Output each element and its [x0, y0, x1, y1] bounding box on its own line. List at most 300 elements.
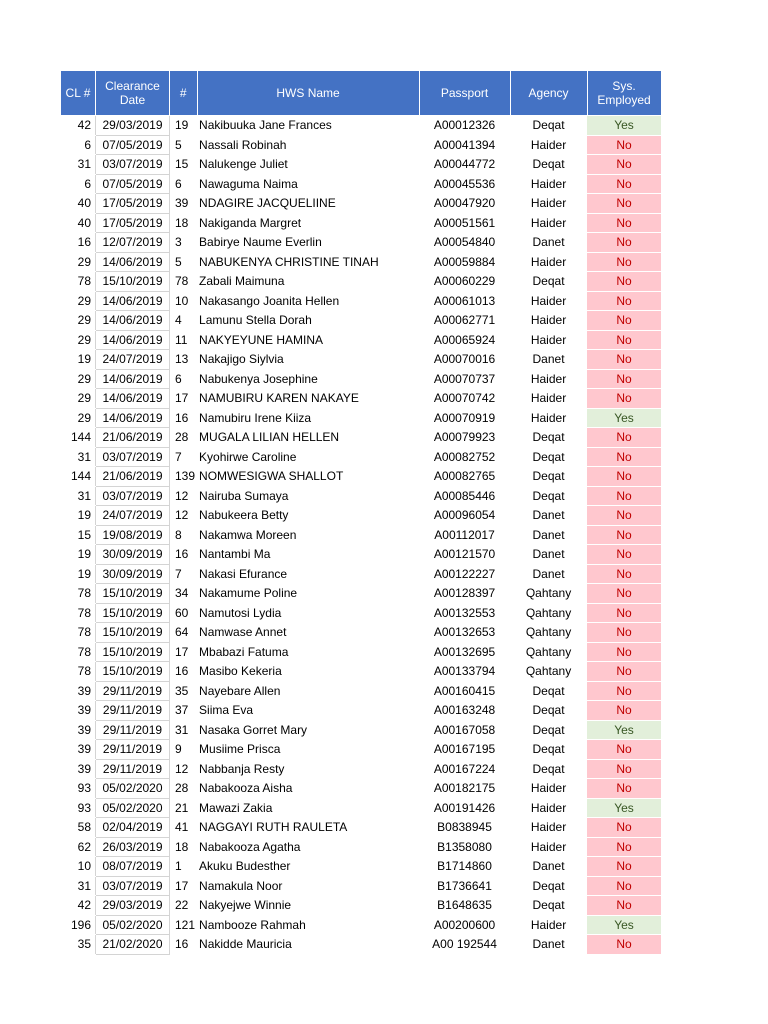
header-hws-name: HWS Name	[197, 71, 419, 116]
clearance-date-cell: 05/02/2020	[96, 798, 170, 818]
table-row	[61, 701, 662, 721]
clearance-date-cell: 17/05/2019	[96, 194, 170, 214]
passport-cell: B1648635	[419, 896, 510, 916]
hws-name-cell: Nawaguma Naima	[197, 174, 419, 194]
passport-cell: A00070737	[419, 369, 510, 389]
hws-name-cell: Nasaka Gorret Mary	[197, 720, 419, 740]
num-cell: 6	[170, 369, 198, 389]
hws-name-cell: Mawazi Zakia	[197, 798, 419, 818]
clearance-date-cell: 02/04/2019	[96, 818, 170, 838]
num-cell: 13	[170, 350, 198, 370]
num-cell: 19	[170, 116, 198, 136]
agency-cell: Haider	[510, 837, 587, 857]
num-cell: 78	[170, 272, 198, 292]
table-row	[61, 915, 662, 935]
hws-name-cell: Namubiru Irene Kiiza	[197, 408, 419, 428]
agency-cell: Deqat	[510, 681, 587, 701]
sys-employed-cell: No	[587, 330, 661, 350]
num-cell: 21	[170, 798, 198, 818]
sys-employed-cell: No	[587, 740, 661, 760]
agency-cell: Danet	[510, 857, 587, 877]
hws-name-cell: Siima Eva	[197, 701, 419, 721]
clearance-date-cell: 30/09/2019	[96, 564, 170, 584]
clearance-date-cell: 19/08/2019	[96, 525, 170, 545]
num-cell: 15	[170, 155, 198, 175]
agency-cell: Haider	[510, 194, 587, 214]
passport-cell: A00200600	[419, 915, 510, 935]
agency-cell: Haider	[510, 291, 587, 311]
table-row	[61, 486, 662, 506]
cl-cell: 31	[61, 486, 96, 506]
cl-cell: 31	[61, 876, 96, 896]
num-cell: 18	[170, 213, 198, 233]
table-row	[61, 155, 662, 175]
cl-cell: 35	[61, 935, 96, 955]
hws-name-cell: Nalukenge Juliet	[197, 155, 419, 175]
clearance-date-cell: 24/07/2019	[96, 350, 170, 370]
table-row	[61, 857, 662, 877]
agency-cell: Deqat	[510, 486, 587, 506]
clearance-date-cell: 21/02/2020	[96, 935, 170, 955]
sys-employed-cell: No	[587, 486, 661, 506]
num-cell: 35	[170, 681, 198, 701]
table-row	[61, 174, 662, 194]
passport-cell: A00012326	[419, 116, 510, 136]
hws-name-cell: Lamunu Stella Dorah	[197, 311, 419, 331]
num-cell: 12	[170, 506, 198, 526]
sys-employed-cell: No	[587, 506, 661, 526]
agency-cell: Danet	[510, 525, 587, 545]
cl-cell: 93	[61, 798, 96, 818]
cl-cell: 19	[61, 545, 96, 565]
agency-cell: Haider	[510, 798, 587, 818]
hws-name-cell: Nakasango Joanita Hellen	[197, 291, 419, 311]
num-cell: 16	[170, 408, 198, 428]
passport-cell: A00065924	[419, 330, 510, 350]
clearance-date-cell: 08/07/2019	[96, 857, 170, 877]
passport-cell: A00070919	[419, 408, 510, 428]
clearance-date-cell: 15/10/2019	[96, 584, 170, 604]
clearance-date-cell: 21/06/2019	[96, 467, 170, 487]
agency-cell: Deqat	[510, 701, 587, 721]
table-row	[61, 389, 662, 409]
cl-cell: 39	[61, 740, 96, 760]
num-cell: 5	[170, 252, 198, 272]
sys-employed-cell: No	[587, 876, 661, 896]
num-cell: 17	[170, 876, 198, 896]
passport-cell: A00163248	[419, 701, 510, 721]
num-cell: 17	[170, 389, 198, 409]
agency-cell: Deqat	[510, 155, 587, 175]
sys-employed-cell: No	[587, 681, 661, 701]
num-cell: 64	[170, 623, 198, 643]
clearance-date-cell: 29/03/2019	[96, 116, 170, 136]
header-cl: CL #	[61, 71, 96, 116]
passport-cell: B1358080	[419, 837, 510, 857]
passport-cell: A00182175	[419, 779, 510, 799]
passport-cell: A00132653	[419, 623, 510, 643]
table-row	[61, 311, 662, 331]
passport-cell: A00082752	[419, 447, 510, 467]
sys-employed-cell: No	[587, 584, 661, 604]
passport-cell: A00167058	[419, 720, 510, 740]
agency-cell: Haider	[510, 252, 587, 272]
agency-cell: Haider	[510, 408, 587, 428]
agency-cell: Haider	[510, 369, 587, 389]
num-cell: 28	[170, 779, 198, 799]
agency-cell: Haider	[510, 818, 587, 838]
num-cell: 34	[170, 584, 198, 604]
table-row	[61, 779, 662, 799]
num-cell: 16	[170, 935, 198, 955]
cl-cell: 29	[61, 330, 96, 350]
clearance-date-cell: 15/10/2019	[96, 272, 170, 292]
passport-cell: A00 192544	[419, 935, 510, 955]
hws-name-cell: Nayebare Allen	[197, 681, 419, 701]
cl-cell: 78	[61, 603, 96, 623]
num-cell: 41	[170, 818, 198, 838]
sys-employed-cell: No	[587, 857, 661, 877]
num-cell: 8	[170, 525, 198, 545]
num-cell: 22	[170, 896, 198, 916]
num-cell: 5	[170, 135, 198, 155]
sys-employed-cell: No	[587, 194, 661, 214]
sys-employed-cell: No	[587, 389, 661, 409]
agency-cell: Haider	[510, 779, 587, 799]
agency-cell: Danet	[510, 506, 587, 526]
table-row	[61, 252, 662, 272]
sys-employed-cell: No	[587, 272, 661, 292]
agency-cell: Deqat	[510, 759, 587, 779]
passport-cell: A00082765	[419, 467, 510, 487]
agency-cell: Deqat	[510, 447, 587, 467]
table-row	[61, 818, 662, 838]
passport-cell: B1736641	[419, 876, 510, 896]
table-row	[61, 798, 662, 818]
passport-cell: A00132695	[419, 642, 510, 662]
table-row	[61, 525, 662, 545]
agency-cell: Danet	[510, 935, 587, 955]
cl-cell: 39	[61, 759, 96, 779]
passport-cell: B1714860	[419, 857, 510, 877]
cl-cell: 29	[61, 389, 96, 409]
hws-name-cell: Kyohirwe Caroline	[197, 447, 419, 467]
table-row	[61, 603, 662, 623]
sys-employed-cell: No	[587, 642, 661, 662]
hws-name-cell: Nakamume Poline	[197, 584, 419, 604]
agency-cell: Haider	[510, 389, 587, 409]
table-row	[61, 876, 662, 896]
cl-cell: 19	[61, 564, 96, 584]
cl-cell: 19	[61, 506, 96, 526]
cl-cell: 39	[61, 681, 96, 701]
passport-cell: A00112017	[419, 525, 510, 545]
hws-name-cell: Namakula Noor	[197, 876, 419, 896]
hws-name-cell: Zabali Maimuna	[197, 272, 419, 292]
table-row	[61, 116, 662, 136]
sys-employed-cell: Yes	[587, 720, 661, 740]
cl-cell: 29	[61, 291, 96, 311]
cl-cell: 62	[61, 837, 96, 857]
clearance-date-cell: 03/07/2019	[96, 486, 170, 506]
cl-cell: 78	[61, 642, 96, 662]
sys-employed-cell: No	[587, 545, 661, 565]
cl-cell: 6	[61, 135, 96, 155]
hws-name-cell: NAGGAYI RUTH RAULETA	[197, 818, 419, 838]
cl-cell: 10	[61, 857, 96, 877]
table-row	[61, 135, 662, 155]
cl-cell: 29	[61, 408, 96, 428]
hws-name-cell: Nairuba Sumaya	[197, 486, 419, 506]
num-cell: 60	[170, 603, 198, 623]
sys-employed-cell: No	[587, 174, 661, 194]
sys-employed-cell: No	[587, 779, 661, 799]
agency-cell: Deqat	[510, 876, 587, 896]
sys-employed-cell: No	[587, 213, 661, 233]
hws-name-cell: Nabakooza Agatha	[197, 837, 419, 857]
passport-cell: A00191426	[419, 798, 510, 818]
table-row	[61, 194, 662, 214]
cl-cell: 40	[61, 194, 96, 214]
agency-cell: Deqat	[510, 740, 587, 760]
cl-cell: 144	[61, 428, 96, 448]
table-row	[61, 467, 662, 487]
agency-cell: Qahtany	[510, 603, 587, 623]
clearance-date-cell: 15/10/2019	[96, 603, 170, 623]
passport-cell: A00054840	[419, 233, 510, 253]
table-row	[61, 213, 662, 233]
table-row	[61, 369, 662, 389]
hws-name-cell: Akuku Budesther	[197, 857, 419, 877]
cl-cell: 144	[61, 467, 96, 487]
cl-cell: 29	[61, 311, 96, 331]
agency-cell: Qahtany	[510, 642, 587, 662]
hws-name-cell: Nakajigo Siylvia	[197, 350, 419, 370]
clearance-date-cell: 07/05/2019	[96, 174, 170, 194]
table-row	[61, 330, 662, 350]
table-row	[61, 447, 662, 467]
num-cell: 6	[170, 174, 198, 194]
cl-cell: 31	[61, 447, 96, 467]
clearance-date-cell: 21/06/2019	[96, 428, 170, 448]
agency-cell: Deqat	[510, 720, 587, 740]
num-cell: 37	[170, 701, 198, 721]
passport-cell: A00061013	[419, 291, 510, 311]
hws-name-cell: Nassali Robinah	[197, 135, 419, 155]
num-cell: 17	[170, 642, 198, 662]
clearance-date-cell: 15/10/2019	[96, 662, 170, 682]
cl-cell: 29	[61, 369, 96, 389]
clearance-date-cell: 14/06/2019	[96, 369, 170, 389]
table-row	[61, 623, 662, 643]
agency-cell: Deqat	[510, 896, 587, 916]
sys-employed-cell: No	[587, 428, 661, 448]
table-row	[61, 642, 662, 662]
clearance-date-cell: 17/05/2019	[96, 213, 170, 233]
clearance-date-cell: 29/11/2019	[96, 701, 170, 721]
hws-name-cell: Nabakooza Aisha	[197, 779, 419, 799]
clearance-date-cell: 05/02/2020	[96, 779, 170, 799]
num-cell: 7	[170, 447, 198, 467]
clearance-date-cell: 15/10/2019	[96, 642, 170, 662]
sys-employed-cell: No	[587, 135, 661, 155]
clearance-date-cell: 29/03/2019	[96, 896, 170, 916]
agency-cell: Danet	[510, 564, 587, 584]
passport-cell: A00122227	[419, 564, 510, 584]
cl-cell: 16	[61, 233, 96, 253]
table-row	[61, 506, 662, 526]
sys-employed-cell: No	[587, 233, 661, 253]
hws-name-cell: MUGALA LILIAN HELLEN	[197, 428, 419, 448]
table-row	[61, 350, 662, 370]
cl-cell: 78	[61, 662, 96, 682]
cl-cell: 39	[61, 720, 96, 740]
table-row	[61, 428, 662, 448]
sys-employed-cell: No	[587, 818, 661, 838]
sys-employed-cell: No	[587, 623, 661, 643]
hws-name-cell: Masibo Kekeria	[197, 662, 419, 682]
hws-name-cell: Babirye Naume Everlin	[197, 233, 419, 253]
sys-employed-cell: No	[587, 603, 661, 623]
hws-name-cell: Nabukenya Josephine	[197, 369, 419, 389]
sys-employed-cell: No	[587, 896, 661, 916]
cl-cell: 42	[61, 116, 96, 136]
num-cell: 139	[170, 467, 198, 487]
hws-name-cell: NABUKENYA CHRISTINE TINAH	[197, 252, 419, 272]
passport-cell: A00085446	[419, 486, 510, 506]
cl-cell: 29	[61, 252, 96, 272]
sys-employed-cell: No	[587, 252, 661, 272]
num-cell: 10	[170, 291, 198, 311]
num-cell: 1	[170, 857, 198, 877]
passport-cell: A00060229	[419, 272, 510, 292]
table-row	[61, 272, 662, 292]
header-num: #	[170, 71, 198, 116]
cl-cell: 42	[61, 896, 96, 916]
clearance-date-cell: 29/11/2019	[96, 720, 170, 740]
agency-cell: Haider	[510, 915, 587, 935]
sys-employed-cell: No	[587, 467, 661, 487]
cl-cell: 31	[61, 155, 96, 175]
hws-name-cell: Namutosi Lydia	[197, 603, 419, 623]
clearance-date-cell: 14/06/2019	[96, 330, 170, 350]
cl-cell: 39	[61, 701, 96, 721]
passport-cell: A00167195	[419, 740, 510, 760]
passport-cell: A00128397	[419, 584, 510, 604]
passport-cell: A00051561	[419, 213, 510, 233]
num-cell: 12	[170, 759, 198, 779]
clearance-date-cell: 30/09/2019	[96, 545, 170, 565]
header-clearance-date: Clearance Date	[96, 71, 170, 116]
clearance-date-cell: 14/06/2019	[96, 291, 170, 311]
clearance-date-cell: 03/07/2019	[96, 876, 170, 896]
table-row	[61, 720, 662, 740]
passport-cell: A00079923	[419, 428, 510, 448]
header-passport: Passport	[419, 71, 510, 116]
hws-name-cell: Nakasi Efurance	[197, 564, 419, 584]
sys-employed-cell: No	[587, 935, 661, 955]
num-cell: 16	[170, 662, 198, 682]
agency-cell: Deqat	[510, 428, 587, 448]
agency-cell: Deqat	[510, 116, 587, 136]
passport-cell: A00044772	[419, 155, 510, 175]
clearance-date-cell: 24/07/2019	[96, 506, 170, 526]
clearance-date-cell: 07/05/2019	[96, 135, 170, 155]
table-row	[61, 584, 662, 604]
sys-employed-cell: No	[587, 155, 661, 175]
passport-cell: A00059884	[419, 252, 510, 272]
clearance-date-cell: 15/10/2019	[96, 623, 170, 643]
table-row	[61, 681, 662, 701]
sys-employed-cell: No	[587, 701, 661, 721]
header-agency: Agency	[510, 71, 587, 116]
clearance-date-cell: 29/11/2019	[96, 681, 170, 701]
num-cell: 12	[170, 486, 198, 506]
clearance-date-cell: 14/06/2019	[96, 311, 170, 331]
table-row	[61, 837, 662, 857]
agency-cell: Deqat	[510, 467, 587, 487]
table-row	[61, 564, 662, 584]
agency-cell: Qahtany	[510, 662, 587, 682]
table-row	[61, 662, 662, 682]
header-row	[61, 71, 662, 116]
clearance-date-cell: 14/06/2019	[96, 252, 170, 272]
clearance-date-cell: 29/11/2019	[96, 740, 170, 760]
agency-cell: Danet	[510, 350, 587, 370]
hws-name-cell: Nakidde Mauricia	[197, 935, 419, 955]
hws-name-cell: Nabbanja Resty	[197, 759, 419, 779]
agency-cell: Qahtany	[510, 584, 587, 604]
sys-employed-cell: No	[587, 525, 661, 545]
hws-name-cell: Nakamwa Moreen	[197, 525, 419, 545]
cl-cell: 93	[61, 779, 96, 799]
cl-cell: 78	[61, 272, 96, 292]
agency-cell: Danet	[510, 233, 587, 253]
passport-cell: B0838945	[419, 818, 510, 838]
sys-employed-cell: No	[587, 837, 661, 857]
sys-employed-cell: Yes	[587, 408, 661, 428]
clearance-date-cell: 14/06/2019	[96, 389, 170, 409]
cl-cell: 78	[61, 623, 96, 643]
num-cell: 39	[170, 194, 198, 214]
hws-name-cell: Musiime Prisca	[197, 740, 419, 760]
hws-name-cell: NDAGIRE JACQUELIINE	[197, 194, 419, 214]
num-cell: 3	[170, 233, 198, 253]
table-row	[61, 408, 662, 428]
hws-name-cell: Nakyejwe Winnie	[197, 896, 419, 916]
table-row	[61, 291, 662, 311]
sys-employed-cell: Yes	[587, 915, 661, 935]
passport-cell: A00062771	[419, 311, 510, 331]
agency-cell: Haider	[510, 135, 587, 155]
num-cell: 11	[170, 330, 198, 350]
passport-cell: A00070742	[419, 389, 510, 409]
table-row	[61, 545, 662, 565]
table-body	[61, 116, 662, 955]
sys-employed-cell: Yes	[587, 798, 661, 818]
passport-cell: A00167224	[419, 759, 510, 779]
sys-employed-cell: No	[587, 369, 661, 389]
clearance-date-cell: 03/07/2019	[96, 447, 170, 467]
passport-cell: A00121570	[419, 545, 510, 565]
cl-cell: 40	[61, 213, 96, 233]
sys-employed-cell: No	[587, 759, 661, 779]
sys-employed-cell: No	[587, 564, 661, 584]
num-cell: 18	[170, 837, 198, 857]
passport-cell: A00096054	[419, 506, 510, 526]
hws-name-cell: Namwase Annet	[197, 623, 419, 643]
header-sys-employed: Sys. Employed	[587, 71, 661, 116]
